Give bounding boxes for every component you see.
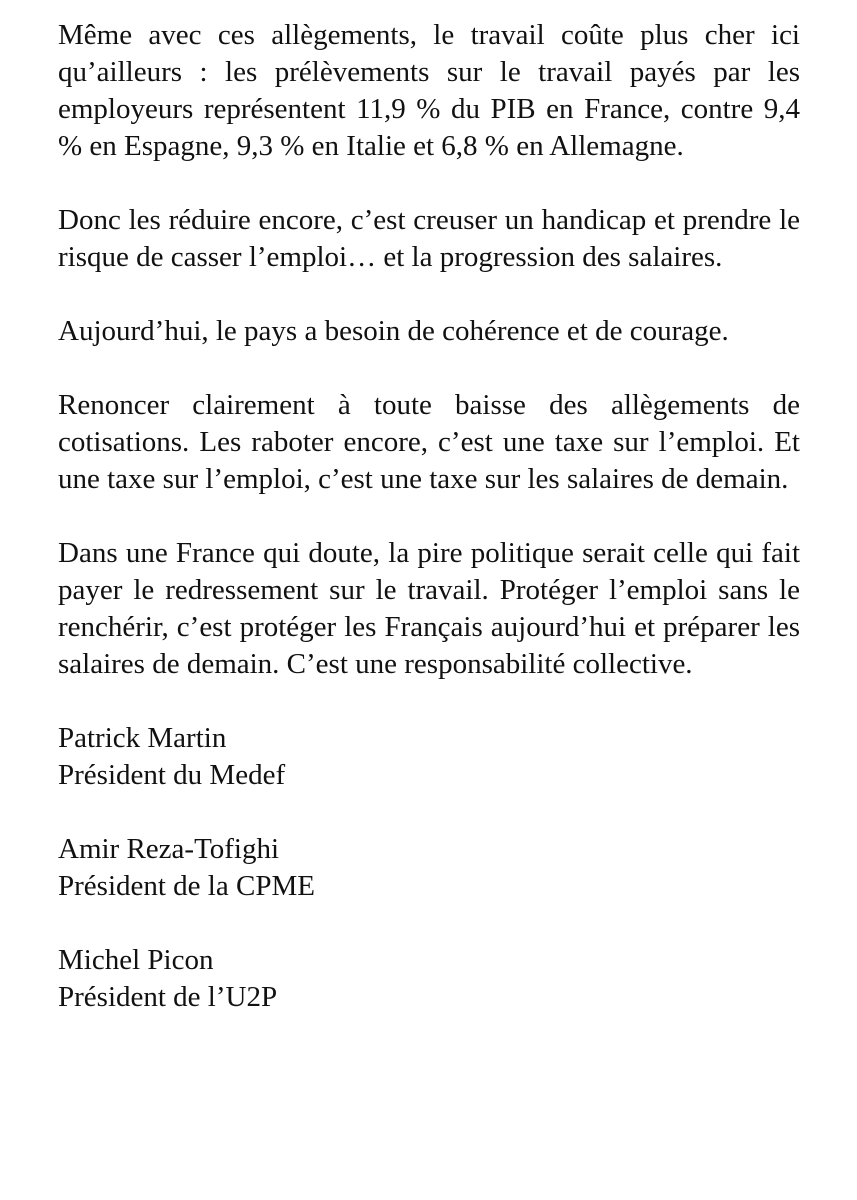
signature-block [58,831,800,905]
signatory-name: Michel Picon [58,944,214,976]
signatory-title: Président de l’U2P [58,981,278,1013]
document-body [58,17,800,1016]
paragraph-coherence: Aujourd’hui, le pays a besoin de cohérence et de courage. [58,315,729,347]
paragraph-reduction-risk: Donc les réduire encore, c’est creuser un handicap et prendre le risque de casser l’emploi… et la progression des salaires. [58,204,800,273]
paragraph-renounce-cuts: Renoncer clairement à toute baisse des allègements de cotisations. Les raboter encore, c’est une taxe sur l’emploi. Et une taxe sur l’emploi, c’est une taxe sur les salaires de demain. [58,389,800,495]
signatory-name: Patrick Martin [58,722,227,754]
paragraph-conclusion: Dans une France qui doute, la pire politique serait celle qui fait payer le redressement sur le travail. Protéger l’emploi sans le renchérir, c’est protéger les Français aujourd’hui et préparer les salaires de demain. C’est une responsabilité collective. [58,537,800,680]
signatory-name: Amir Reza-Tofighi [58,833,280,865]
signatory-title: Président du Medef [58,759,286,791]
signature-block [58,942,800,1016]
signature-block [58,720,800,794]
signatory-title: Président de la CPME [58,870,315,902]
paragraph-labor-cost: Même avec ces allègements, le travail coûte plus cher ici qu’ailleurs : les prélèvements sur le travail payés par les employeurs représentent 11,9 % du PIB en France, contre 9,4 % en Espagne, 9,3 % en Italie et 6,8 % en Allemagne. [58,19,800,162]
